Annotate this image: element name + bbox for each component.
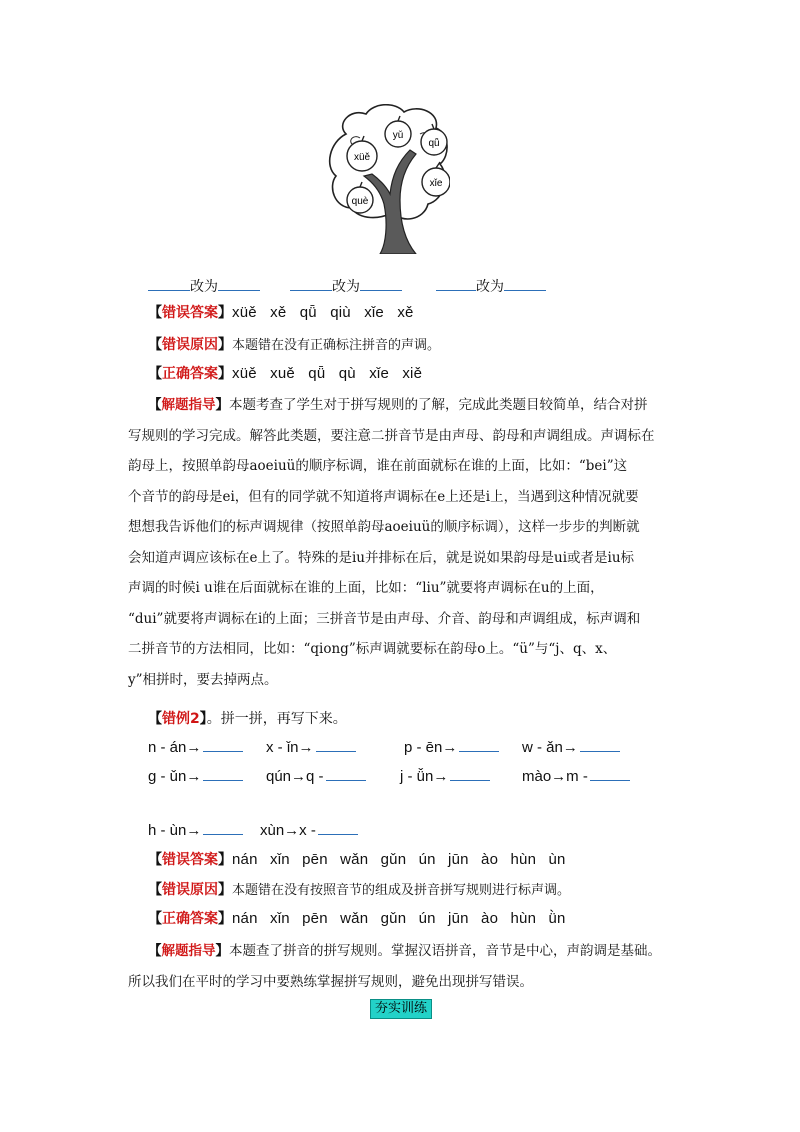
right-answer-label: 【正确答案】: [148, 911, 232, 927]
exercise-prompt: w - ǎn→: [522, 739, 578, 756]
right-answer-1: [148, 363, 422, 383]
wrong-reason-text: 本题错在没有正确标注拼音的声调。: [232, 338, 441, 353]
solution-guide-2: [128, 936, 688, 997]
apple-label: xüě: [353, 152, 371, 163]
rewrite-label: 改为: [190, 279, 218, 295]
answer-blank[interactable]: [203, 737, 243, 752]
guide-line: 声调的时候i u谁在后面就标在谁的上面，比如：“liu”就要将声调标在u的上面，: [128, 580, 604, 596]
wrong-reason-label: 【错误原因】: [148, 337, 232, 353]
exercise-prompt: qún→q -: [266, 768, 324, 785]
wrong-answer-text: nán xǐn pēn wǎn gǔn ún jūn ào hùn ùn: [232, 851, 566, 868]
guide-line: 个音节的韵母是ei，但有的同学就不知道将声调标在e上还是i上，当遇到这种情况就要: [128, 488, 639, 505]
blank-line[interactable]: [504, 276, 546, 291]
solution-guide-1: [128, 390, 688, 695]
right-answer-text: xüě xuě qǖ qù xǐe xiě: [232, 365, 423, 382]
guide-line: 【解题指导】本题考查了学生对于拼写规则的了解，完成此类题目较简单，结合对拼: [148, 397, 648, 413]
answer-blank[interactable]: [318, 820, 358, 835]
guide-line: y”相拼时，要去掉两点。: [128, 671, 278, 688]
guide-line: 写规则的学习完成。解答此类题，要注意二拼音节是由声母、韵母和声调组成。声调标在: [128, 427, 655, 444]
apple-label: xǐe: [429, 178, 443, 189]
guide-line: 【解题指导】本题查了拼音的拼写规则。掌握汉语拼音，音节是中心，声韵调是基础。: [148, 943, 661, 959]
guide-line: “dui”就要将声调标在i的上面；三拼音节是由声母、介音、韵母和声调组成，标声调和: [128, 610, 641, 627]
exercise-row-3: [148, 820, 508, 840]
answer-blank[interactable]: [450, 766, 490, 781]
answer-blank[interactable]: [316, 737, 356, 752]
answer-blank[interactable]: [203, 766, 243, 781]
exercise-prompt: xùn→x -: [260, 822, 316, 839]
wrong-answer-label: 【错误答案】: [148, 305, 232, 321]
apple-label: yǔ: [392, 130, 404, 141]
wrong-answer-label: 【错误答案】: [148, 852, 232, 868]
apple-tree-illustration: [328, 104, 450, 254]
exercise-prompt: p - ēn→: [404, 739, 458, 756]
rewrite-label: 改为: [476, 279, 504, 295]
wrong-reason-label: 【错误原因】: [148, 882, 232, 898]
exercise-prompt: n - án→: [148, 739, 202, 756]
apple-label: què: [351, 196, 369, 207]
blank-line[interactable]: [436, 276, 476, 291]
blank-line[interactable]: [360, 276, 402, 291]
wrong-answer-text: xüě xě qǖ qiù xǐe xě: [232, 304, 414, 321]
guide-line: 韵母上，按照单韵母aoeiuü的顺序标调，谁在前面就标在谁的上面，比如：“bei”这: [128, 458, 628, 474]
answer-blank[interactable]: [580, 737, 620, 752]
exercise-row-2: [148, 766, 668, 786]
wrong-answer-1: [148, 302, 414, 322]
wrong-answer-2: [148, 849, 566, 869]
answer-blank[interactable]: [590, 766, 630, 781]
answer-blank[interactable]: [203, 820, 243, 835]
apple-tree-figure: [328, 104, 450, 254]
exercise-prompt: j - ǚn→: [400, 768, 449, 785]
apple-label: qǖ: [428, 138, 440, 149]
wrong-reason-text: 本题错在没有按照音节的组成及拼音拼写规则进行标声调。: [232, 883, 571, 898]
right-answer-label: 【正确答案】: [148, 366, 232, 382]
guide-line: 想想我告诉他们的标声调规律（按照单韵母aoeiuü的顺序标调），这样一步步的判断就: [128, 519, 640, 535]
answer-blank[interactable]: [326, 766, 366, 781]
blank-line[interactable]: [148, 276, 190, 291]
answer-blank[interactable]: [459, 737, 499, 752]
blank-line[interactable]: [218, 276, 260, 291]
exercise-row-1: [148, 737, 668, 757]
right-answer-2: [148, 908, 566, 928]
guide-line: 二拼音节的方法相同，比如：“qiong”标声调就要标在韵母o上。“ü”与“j、q、x、: [128, 641, 617, 657]
blank-line[interactable]: [290, 276, 332, 291]
guide-line: 所以我们在平时的学习中要熟练掌握拼写规则，避免出现拼写错误。: [128, 973, 533, 990]
example2-heading: 【错例2】。拼一拼，再写下来。: [148, 711, 347, 727]
rewrite-blanks-row: [148, 276, 668, 296]
exercise-prompt: x - ǐn→: [266, 739, 314, 756]
exercise-prompt: h - ùn→: [148, 822, 202, 839]
exercise-prompt: g - ǔn→: [148, 768, 202, 785]
wrong-reason-1: [148, 334, 440, 354]
right-answer-text: nán xǐn pēn wǎn gǔn ún jūn ào hùn ǜn: [232, 910, 566, 927]
wrong-reason-2: [148, 879, 570, 899]
rewrite-label: 改为: [332, 279, 360, 295]
guide-line: 会知道声调应该标在e上了。特殊的是iu并排标在后，就是说如果韵母是ui或者是iu标: [128, 549, 635, 566]
section-title-badge: 夯实训练: [370, 999, 432, 1019]
exercise-prompt: mào→m -: [522, 768, 588, 785]
